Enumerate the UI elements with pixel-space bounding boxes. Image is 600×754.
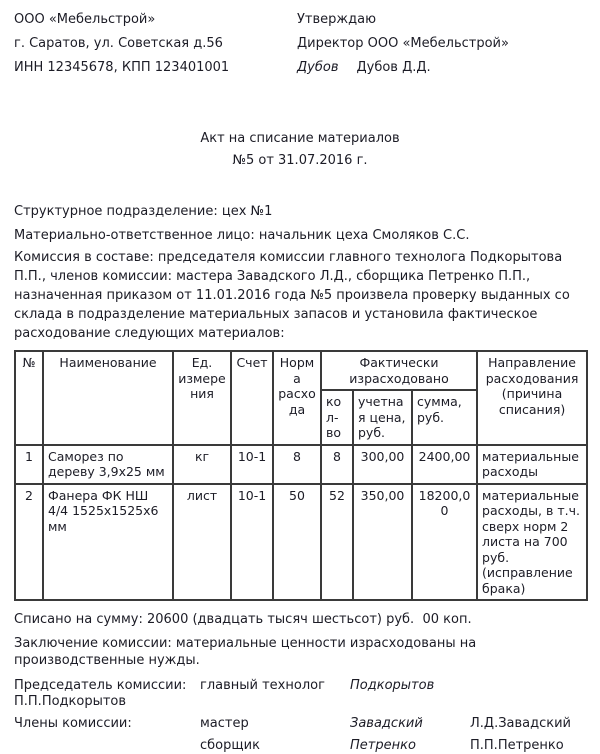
col-header-num: № [15, 351, 43, 445]
written-off-total: Списано на сумму: 20600 (двадцать тысяч шестьсот) руб. 00 коп. [14, 612, 472, 627]
col-header-qty: кол-во [321, 390, 353, 445]
cell-unit: лист [173, 484, 231, 601]
materials-table [14, 350, 588, 601]
cell-unit: кг [173, 445, 231, 484]
approve-word: Утверждаю [297, 12, 377, 27]
signature-name: П.П.Петренко [470, 738, 564, 753]
col-header-unit: Ед. измерения [173, 351, 231, 445]
signature-position: мастер [200, 716, 249, 731]
director-line: Директор ООО «Мебельстрой» [297, 36, 509, 51]
col-header-actual-group: Фактически израсходовано [321, 351, 477, 390]
cell-qty: 8 [321, 445, 353, 484]
col-header-name: Наименование [43, 351, 173, 445]
signature-position: главный технолог [200, 678, 325, 693]
table-row [15, 484, 587, 601]
col-header-norm: Норма расхода [273, 351, 321, 445]
commission-paragraph: Комиссия в составе: председателя комиссии главного технолога Подкорытова П.П., членов комиссии: мастера Завадского Л.Д., сборщика Петренко П.П., назначенная приказом от 11.01.2016 года №5 произвела проверку выданных со склада в подразделение материальных запасов и установила фактическое расходование следующих материалов: [14, 250, 570, 341]
cell-num: 2 [15, 484, 43, 601]
responsible-line: Материально-ответственное лицо: начальник цеха Смоляков С.С. [14, 228, 470, 243]
signature-label: Члены комиссии: [14, 716, 132, 731]
cell-direction: материальные расходы, в т.ч. сверх норм 2 листа на 700 руб. (исправление брака) [477, 484, 587, 601]
signature-autograph: Петренко [350, 738, 416, 753]
table-row [15, 445, 587, 484]
company-name: ООО «Мебельстрой» [14, 12, 156, 27]
col-header-sum: сумма, руб. [412, 390, 477, 445]
cell-norm: 50 [273, 484, 321, 601]
col-header-account: Счет [231, 351, 273, 445]
cell-norm: 8 [273, 445, 321, 484]
signature-label [14, 738, 200, 754]
signature-row-chairman [14, 678, 586, 710]
document-title [14, 128, 586, 172]
signature-autograph: Подкорытов [350, 678, 435, 693]
director-name: Дубов Д.Д. [356, 60, 431, 75]
signature-autograph: Завадский [350, 716, 423, 731]
company-address: г. Саратов, ул. Советская д.56 [14, 36, 223, 51]
document-header [14, 8, 586, 80]
approval-block [297, 8, 586, 80]
director-signature: Дубов [297, 60, 339, 75]
department-line: Структурное подразделение: цех №1 [14, 204, 273, 219]
title-line-2: №5 от 31.07.2016 г. [232, 153, 368, 168]
signature-position: сборщик [200, 738, 260, 753]
cell-price: 300,00 [353, 445, 412, 484]
signature-row-member [14, 738, 586, 754]
signature-label: Председатель комиссии: П.П.Подкорытов [14, 678, 187, 709]
cell-name: Фанера ФК НШ 4/4 1525х1525х6 мм [43, 484, 173, 601]
cell-account: 10-1 [231, 445, 273, 484]
commission-conclusion: Заключение комиссии: материальные ценности израсходованы на производственные нужды. [14, 636, 477, 668]
signatures-block [14, 678, 586, 754]
cell-account: 10-1 [231, 484, 273, 601]
director-signature-line [297, 56, 586, 80]
cell-name: Саморез по дереву 3,9х25 мм [43, 445, 173, 484]
cell-price: 350,00 [353, 484, 412, 601]
title-line-1: Акт на списание материалов [200, 131, 400, 146]
signature-row-member [14, 716, 586, 732]
signature-name [470, 678, 586, 710]
company-codes: ИНН 12345678, КПП 123401001 [14, 60, 230, 75]
cell-num: 1 [15, 445, 43, 484]
cell-sum: 2400,00 [412, 445, 477, 484]
cell-sum: 18200,00 [412, 484, 477, 601]
col-header-price: учетная цена, руб. [353, 390, 412, 445]
signature-name: Л.Д.Завадский [470, 716, 572, 731]
cell-direction: материальные расходы [477, 445, 587, 484]
col-header-direction: Направление расходования (причина списания) [477, 351, 587, 445]
cell-qty: 52 [321, 484, 353, 601]
company-requisites [14, 8, 297, 80]
